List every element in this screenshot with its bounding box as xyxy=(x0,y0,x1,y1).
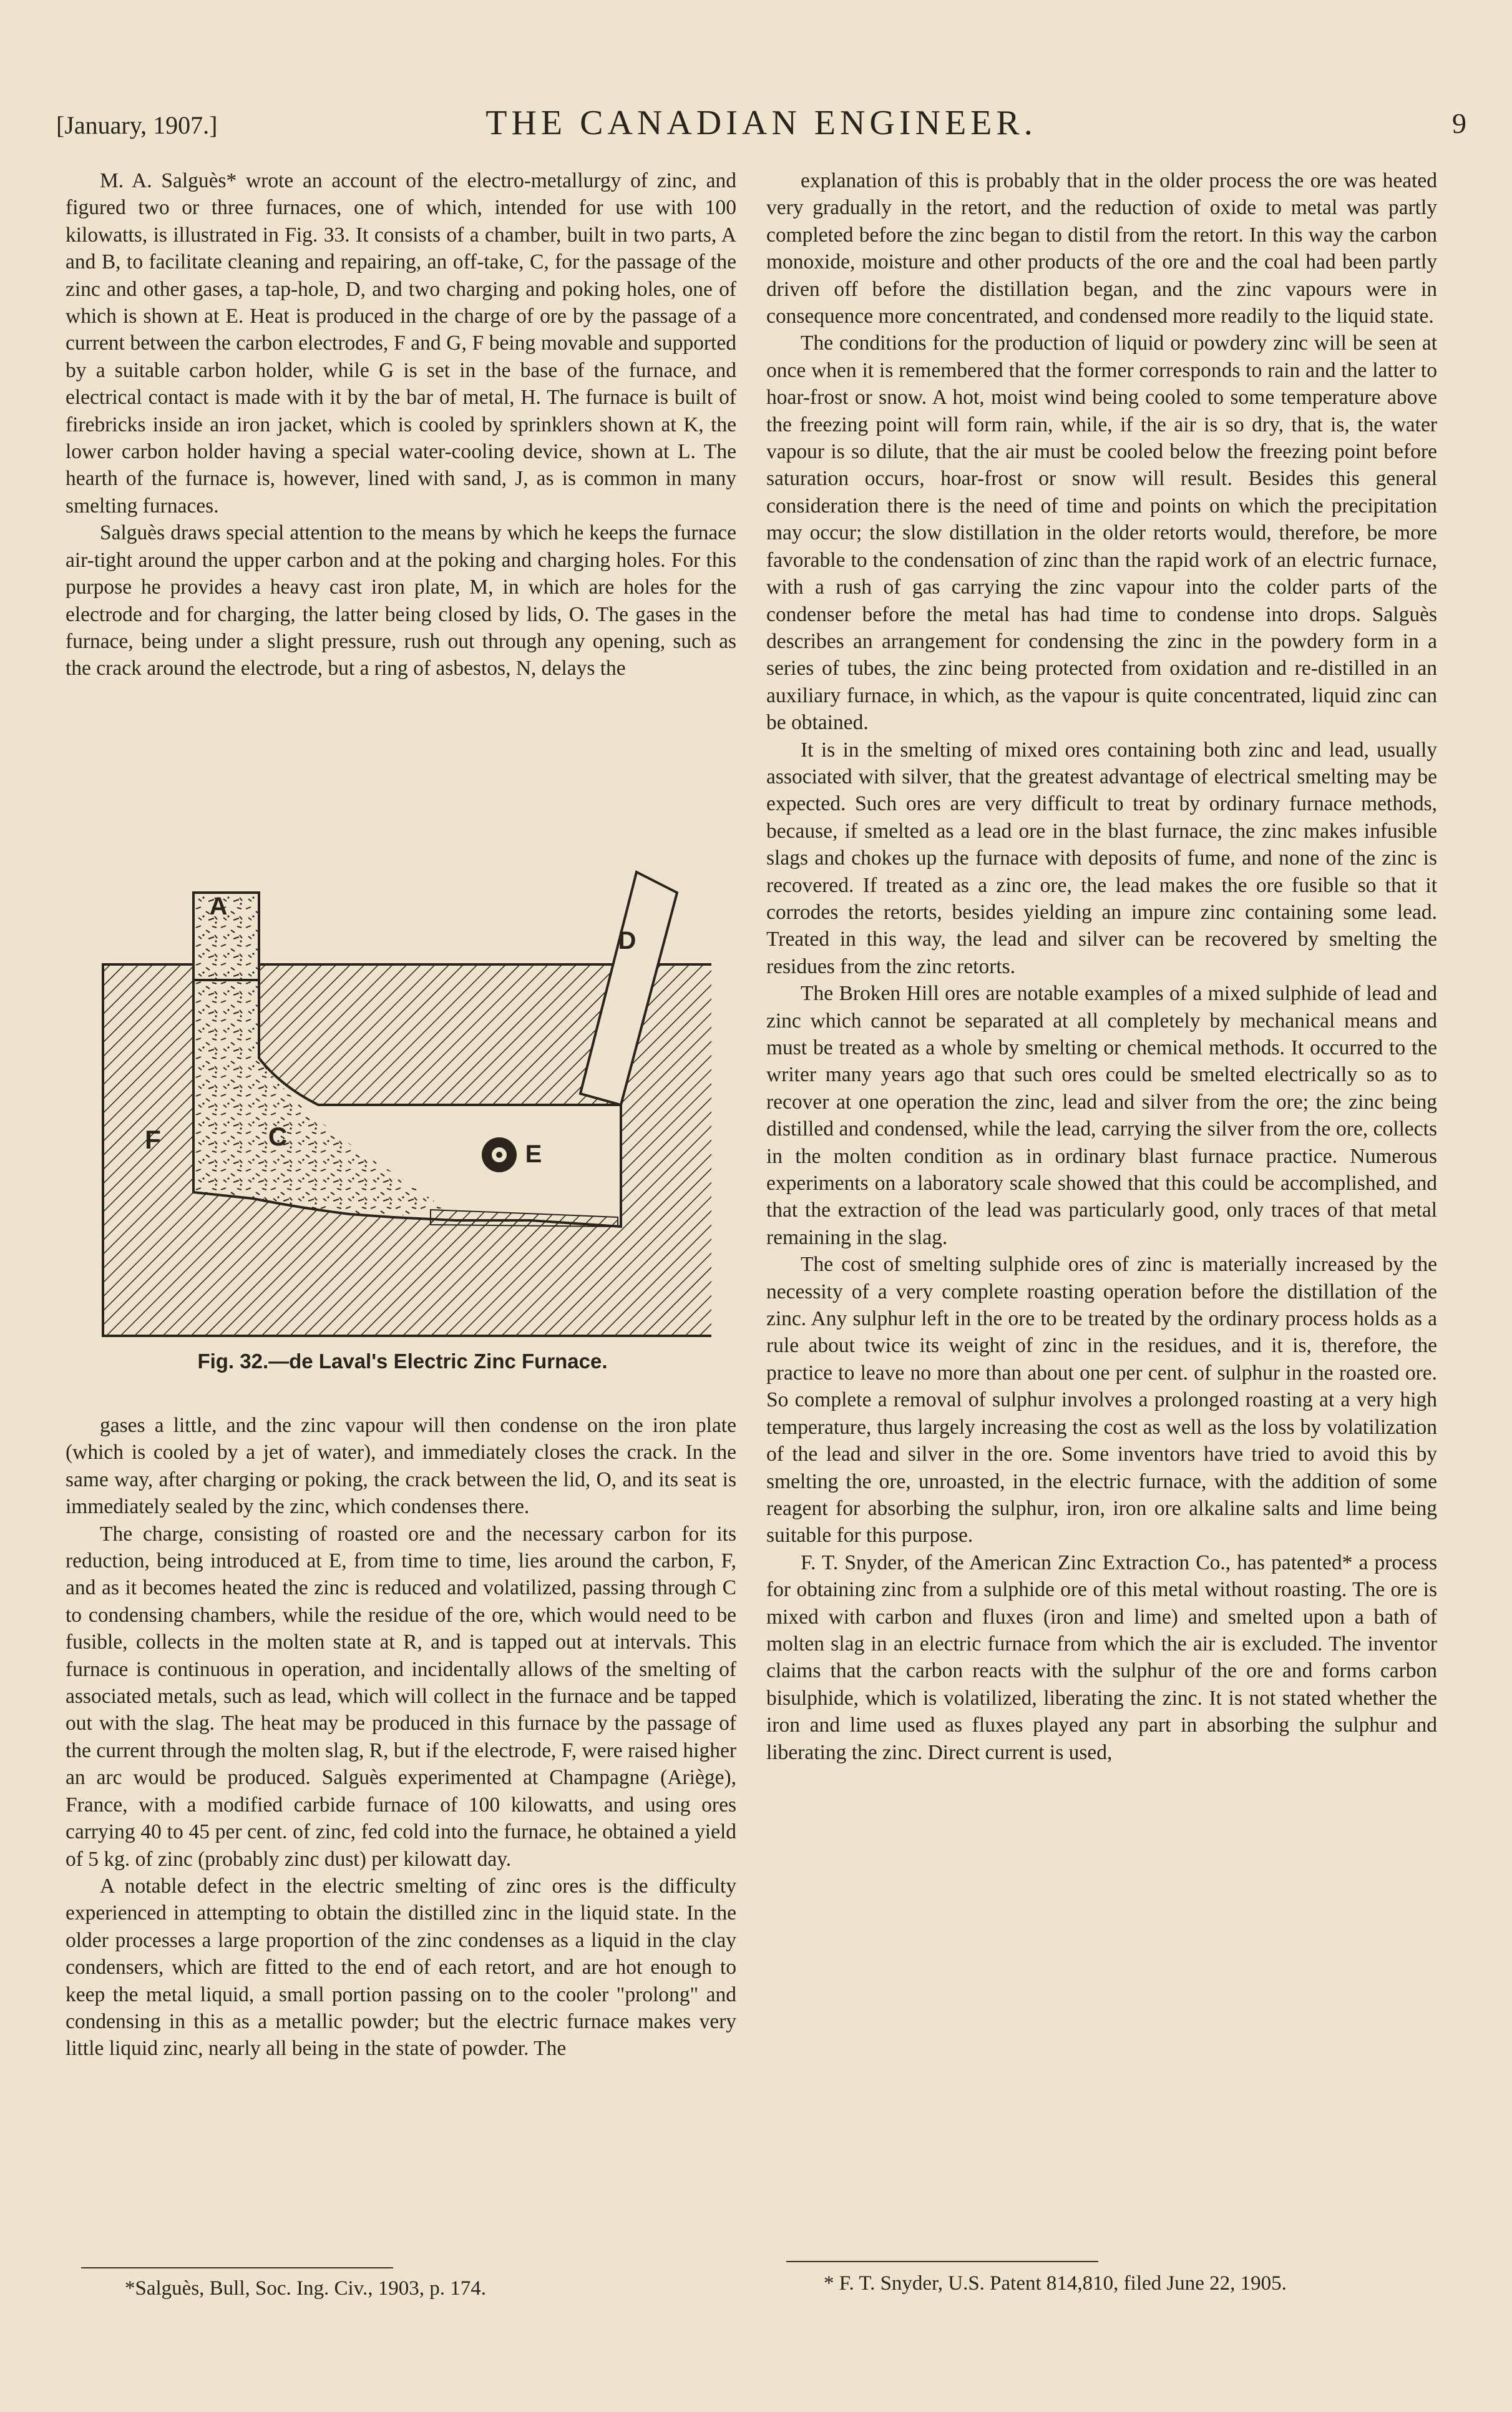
paragraph: The cost of smelting sulphide ores of zinc is materially increased by the necessity of a very complete roasting operation before the distillation of the zinc. Any sulphur left in the ore to be treated by the ordinary process holds as a rule about twice its weight of zinc in the residues, and it is, therefore, the practice to leave no more than about one per cent. of sulphur in the roasted ore. So complete a removal of sulphur involves a prolonged roasting at a very high temperature, thus largely increasing the cost as well as the loss by volatilization of the lead and silver in the ore. Some inventors have tried to avoid this by smelting the ore, unroasted, in the electric furnace, with the addition of some reagent for absorbing the sulphur, iron, iron ore alkaline salts and lime being suitable for this purpose. xyxy=(766,1253,1437,1547)
paragraph: M. A. Salguès* wrote an account of the electro-metallurgy of zinc, and figured two or three furnaces, one of which, intended for use with 100 kilowatts, is illustrated in Fig. 33. It consists of a chamber, built in two parts, A and B, to facilitate cleaning and repairing, an off-take, C, for the passage of the zinc and other gases, a tap-hole, D, and two charging and poking holes, one of which is shown at E. Heat is produced in the charge of ore by the passage of a current between the carbon electrodes, F and G, F being movable and supported by a suitable carbon holder, while G is set in the base of the furnace, and electrical contact is made with it by the bar of metal, H. The furnace is built of firebricks inside an iron jacket, which is cooled by sprinklers shown at K, the lower carbon holder having a special water-cooling device, shown at L. The hearth of the furnace is, however, lined with sand, J, as is common in many smelting furnaces. xyxy=(66,169,736,517)
page-number: 9 xyxy=(1452,107,1466,139)
paragraph: Salguès draws special attention to the means by which he keeps the furnace air-tight around the upper carbon and at the poking and charging holes. For this purpose he provides a heavy cast iron plate, M, in which are holes for the electrode and for charging, the latter being closed by lids, O. The gases in the furnace, being under a slight pressure, rush out through any opening, such as the crack around the electrode, but a ring of asbestos, N, delays the xyxy=(66,521,736,680)
paragraph: The charge, consisting of roasted ore and the necessary carbon for its reduction, being introduced at E, from time to time, lies around the carbon, F, and as it becomes heated the zinc is reduced and volatilized, passing through C to condensing chambers, while the residue of the ore, which would need to be fusible, collects in the molten state at R, and is tapped out at intervals. This furnace is continuous in operation, and incidentally allows of the smelting of associated metals, such as lead, which will collect in the furnace and be tapped out with the slag. The heat may be produced in this furnace by the passage of the current through the molten slag, R, but if the electrode, F, were raised higher an arc would be produced. Salguès experimented at Champagne (Ariège), France, with a modified carbide furnace of 100 kilowatts, and using ores carrying 40 to 45 per cent. of zinc, fed cold into the furnace, he obtained a yield of 5 kg. of zinc (probably zinc dust) per kilowatt day. xyxy=(66,1522,736,1871)
paragraph: gases a little, and the zinc vapour will then condense on the iron plate (which is cooled by a jet of water), and immediately closes the crack. In the same way, after charging or poking, the crack between the lid, O, and its seat is immediately sealed by the zinc, which condenses there. xyxy=(66,1414,736,1519)
left-column-bottom xyxy=(66,1412,736,2062)
paragraph: A notable defect in the electric smelting of zinc ores is the difficulty experienced in attempting to obtain the distilled zinc in the liquid state. In the older processes a large proportion of the zinc condenses as a liquid in the clay condensers, which are fitted to the end of each retort, and are hot enough to keep the metal liquid, a small portion passing on to the cooler "prolong" and condensing in this as a metallic powder; but the electric furnace makes very little liquid zinc, nearly all being in the state of powder. The xyxy=(66,1874,736,2061)
paragraph: It is in the smelting of mixed ores containing both zinc and lead, usually associated with silver, that the greatest advantage of electrical smelting may be expected. Such ores are very difficult to treat by ordinary furnace methods, because, if smelted as a lead ore in the blast furnace, the zinc makes infusible slags and chokes up the furnace with deposits of fume, and none of the zinc is recovered. If treated as a zinc ore, the lead makes the ore fusible so that it corrodes the retorts, besides yielding an impure zinc containing some lead. Treated in this way, the lead and silver can be recovered by smelting the residues from the zinc retorts. xyxy=(766,738,1437,978)
footnote-left: *Salguès, Bull, Soc. Ing. Civ., 1903, p. 174. xyxy=(125,2277,487,2300)
right-column xyxy=(766,167,1437,1766)
footnote-right: * F. T. Snyder, U.S. Patent 814,810, filed June 22, 1905. xyxy=(824,2272,1287,2295)
paragraph: The Broken Hill ores are notable examples of a mixed sulphide of lead and zinc which cannot be separated at all completely by mechanical means and must be treated as a whole by smelting or chemical methods. It occurred to the writer many years ago that such ores could be smelted electrically so as to recover at one operation the zinc, lead and silver from the ore; the zinc being distilled and condensed, while the lead, carrying the silver from the ore, collects in the molten condition as in ordinary blast furnace practice. Numerous experiments on a laboratory scale showed that this could be accomplished, and that the extraction of the lead was particularly good, only traces of that metal remaining in the slag. xyxy=(766,982,1437,1249)
header-title: THE CANADIAN ENGINEER. xyxy=(485,104,1037,142)
figure-caption: Fig. 32.—de Laval's Electric Zinc Furnace. xyxy=(197,1350,608,1373)
page-header xyxy=(56,103,1466,147)
left-column-top xyxy=(66,167,736,682)
label-d: D xyxy=(618,927,637,954)
label-a: A xyxy=(209,893,228,920)
paragraph: F. T. Snyder, of the American Zinc Extraction Co., has patented* a process for obtaining zinc from a sulphide ore of this metal without roasting. The ore is mixed with carbon and fluxes (iron and lime) and smelted upon a bath of molten slag in an electric furnace from which the air is excluded. The inventor claims that the carbon reacts with the sulphur of the ore and forms carbon bisulphide, which is volatilized, liberating the zinc. It is not stated whether the iron and lime used as fluxes played any part in absorbing the sulphur and liberating the zinc. Direct current is used, xyxy=(766,1551,1437,1764)
label-f: F xyxy=(145,1125,161,1154)
header-date: [January, 1907.] xyxy=(56,111,218,139)
paragraph: The conditions for the production of liquid or powdery zinc will be seen at once when it is remembered that the former corresponds to rain and the latter to hoar-frost or snow. A hot, moist wind being cooled to some temperature above the freezing point will form rain, while, if the air is so dry, that is, the water vapour is so dilute, that the air must be cooled below the freezing point before saturation occurs, hoar-frost or snow will result. Besides this general consideration there is the need of time and points on which the precipitation may occur; the slow distillation in the older retorts would, therefore, be more favorable to the condensation of zinc than the rapid work of an electric furnace, with a rush of gas carrying the zinc vapour into the colder parts of the condenser before the metal has had time to condense into drops. Salguès describes an arrangement for condensing the zinc in the powdery form in a series of tubes, the zinc being protected from oxidation and re-distilled in an auxiliary furnace, in which, as the vapour is quite concentrated, liquid zinc can be obtained. xyxy=(766,331,1437,735)
furnace-figure xyxy=(94,868,711,1386)
label-c: C xyxy=(268,1122,288,1151)
label-e: E xyxy=(525,1140,542,1168)
paragraph: explanation of this is probably that in the older process the ore was heated very gradually in the retort, and the reduction of oxide to metal was partly completed before the zinc began to distil from the retort. In this way the carbon monoxide, moisture and other products of the ore and the coal had been partly driven off before the distillation began, and the zinc vapours were in consequence more concentrated, and condensed more readily to the liquid state. xyxy=(766,169,1437,328)
footnote-rule-right xyxy=(786,2261,1098,2262)
furnace-diagram xyxy=(94,868,711,1348)
footnote-rule-left xyxy=(81,2267,393,2268)
